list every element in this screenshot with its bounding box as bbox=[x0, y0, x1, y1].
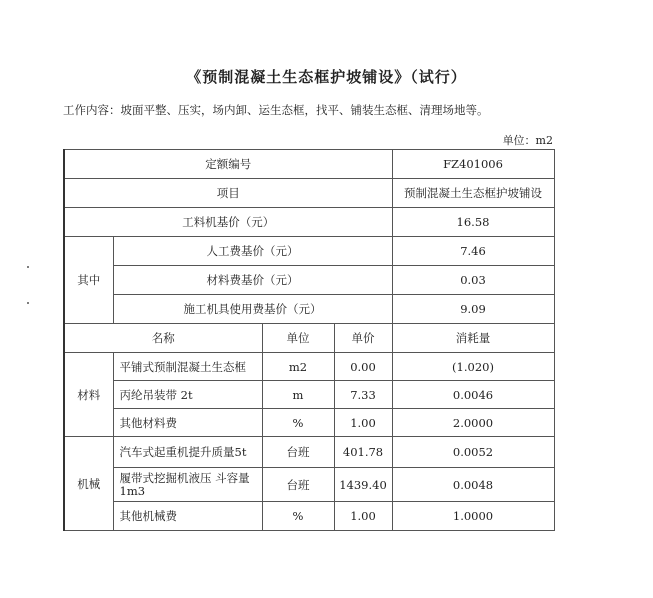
labor-label: 人工费基价（元） bbox=[113, 237, 392, 266]
column-header-row bbox=[64, 324, 554, 353]
row-name: 其他材料费 bbox=[113, 409, 262, 437]
row-unit: % bbox=[262, 502, 334, 531]
row-price: 1.00 bbox=[334, 502, 392, 531]
row-unit: 台班 bbox=[262, 468, 334, 502]
materials-group-label: 材料 bbox=[64, 353, 113, 437]
row-name: 丙纶吊装带 2t bbox=[113, 381, 262, 409]
item-label: 项目 bbox=[64, 179, 392, 208]
document-title: 《预制混凝土生态框护坡铺设》（试行） bbox=[186, 68, 467, 86]
base-price-value: 16.58 bbox=[392, 208, 554, 237]
material-fee-value: 0.03 bbox=[392, 266, 554, 295]
machine-fee-row bbox=[64, 295, 554, 324]
base-price-row bbox=[64, 208, 554, 237]
row-consumption: 0.0048 bbox=[392, 468, 554, 502]
row-price: 7.33 bbox=[334, 381, 392, 409]
row-unit: % bbox=[262, 409, 334, 437]
row-name: 平铺式预制混凝土生态框 bbox=[113, 353, 262, 381]
table-row bbox=[64, 409, 554, 437]
row-consumption: 0.0052 bbox=[392, 437, 554, 468]
row-name: 其他机械费 bbox=[113, 502, 262, 531]
among-label: 其中 bbox=[64, 237, 113, 324]
code-value: FZ401006 bbox=[392, 150, 554, 179]
row-consumption: (1.020) bbox=[392, 353, 554, 381]
row-price: 0.00 bbox=[334, 353, 392, 381]
row-unit: m bbox=[262, 381, 334, 409]
column-consumption-header: 消耗量 bbox=[392, 324, 554, 353]
column-name-header: 名称 bbox=[64, 324, 262, 353]
code-row bbox=[64, 150, 554, 179]
unit-label: 单位：m2 bbox=[502, 134, 553, 147]
table-row bbox=[64, 468, 554, 502]
quota-table bbox=[63, 149, 555, 531]
table-row bbox=[64, 502, 554, 531]
scan-speck bbox=[27, 266, 29, 268]
row-price: 1439.40 bbox=[334, 468, 392, 502]
labor-value: 7.46 bbox=[392, 237, 554, 266]
column-price-header: 单价 bbox=[334, 324, 392, 353]
table-row bbox=[64, 437, 554, 468]
machine-fee-label: 施工机具使用费基价（元） bbox=[113, 295, 392, 324]
machine-fee-value: 9.09 bbox=[392, 295, 554, 324]
row-consumption: 0.0046 bbox=[392, 381, 554, 409]
row-name: 汽车式起重机提升质量5t bbox=[113, 437, 262, 468]
column-unit-header: 单位 bbox=[262, 324, 334, 353]
table-row bbox=[64, 381, 554, 409]
table-row bbox=[64, 353, 554, 381]
base-price-label: 工料机基价（元） bbox=[64, 208, 392, 237]
row-price: 401.78 bbox=[334, 437, 392, 468]
row-name: 履带式挖掘机液压 斗容量1m3 bbox=[113, 468, 262, 502]
code-label: 定额编号 bbox=[64, 150, 392, 179]
scan-speck bbox=[27, 302, 29, 304]
material-fee-row bbox=[64, 266, 554, 295]
work-content: 工作内容：坡面平整、压实，场内卸、运生态框，找平、铺装生态框、清理场地等。 bbox=[63, 103, 489, 117]
machines-group-label: 机械 bbox=[64, 437, 113, 531]
material-fee-label: 材料费基价（元） bbox=[113, 266, 392, 295]
row-unit: m2 bbox=[262, 353, 334, 381]
row-consumption: 1.0000 bbox=[392, 502, 554, 531]
row-consumption: 2.0000 bbox=[392, 409, 554, 437]
row-price: 1.00 bbox=[334, 409, 392, 437]
row-unit: 台班 bbox=[262, 437, 334, 468]
item-value: 预制混凝土生态框护坡铺设 bbox=[392, 179, 554, 208]
item-row bbox=[64, 179, 554, 208]
labor-row bbox=[64, 237, 554, 266]
